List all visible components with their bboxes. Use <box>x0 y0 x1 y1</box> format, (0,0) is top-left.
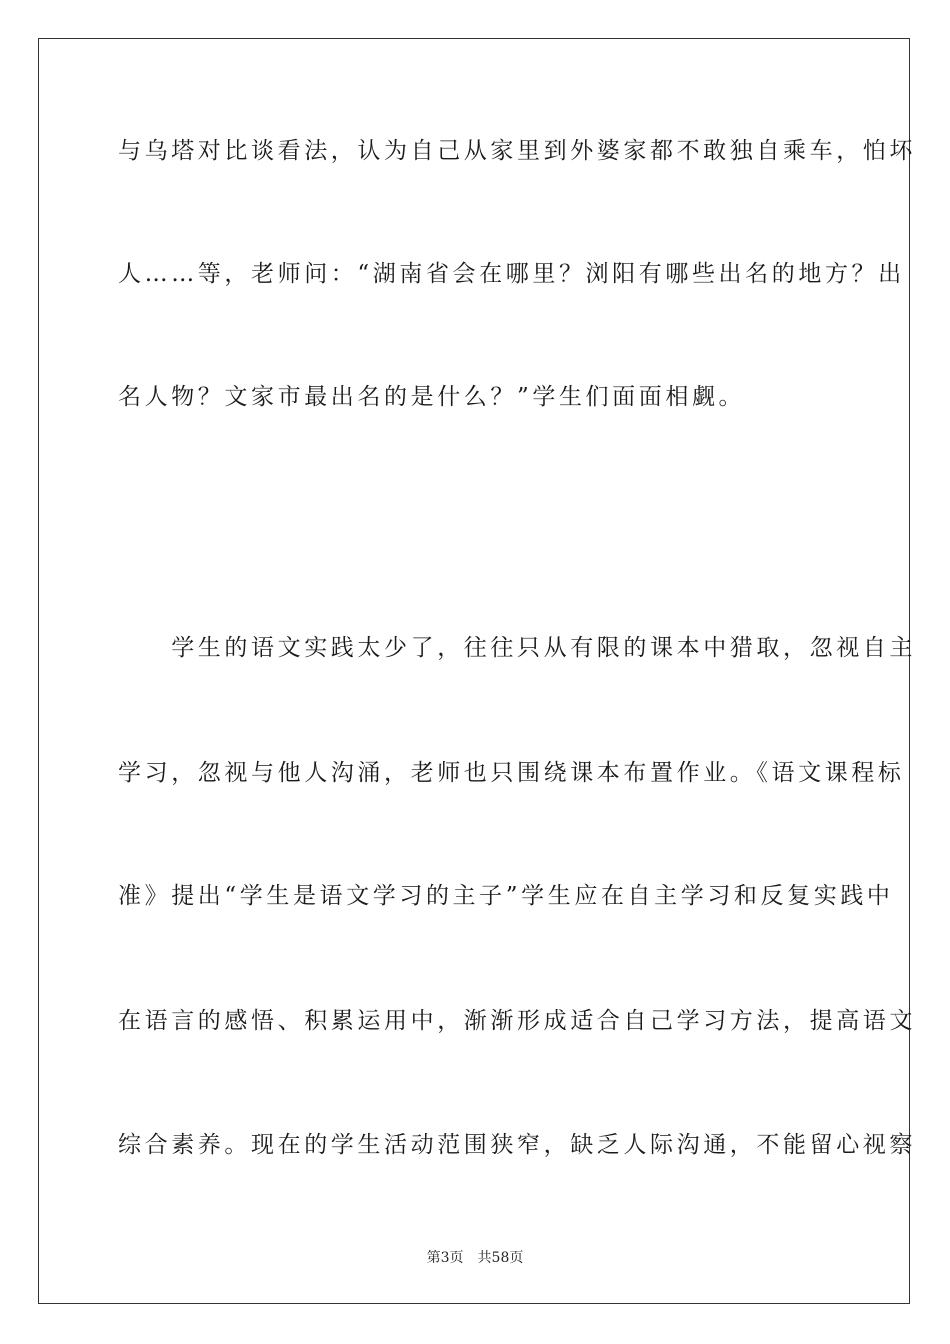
paragraph-line: 与乌塔对比谈看法，认为自己从家里到外婆家都不敢独自乘车，怕坏 <box>118 138 916 164</box>
paragraph-line: 学习，忽视与他人沟涌，老师也只围绕课本布置作业。《语文课程标 <box>118 760 905 786</box>
paragraph-line: 学生的语文实践太少了，往往只从有限的课本中猎取，忽视自主 <box>118 635 916 661</box>
paragraph-line: 在语言的感悟、积累运用中，渐渐形成适合自己学习方法，提高语文 <box>118 1008 916 1034</box>
page-footer <box>0 1249 950 1267</box>
page-border <box>38 38 916 1304</box>
paragraph-line: 准》提出“学生是语文学习的主子”学生应在自主学习和反复实践中 <box>118 883 894 909</box>
page-number: 第3页 <box>426 1250 464 1266</box>
paragraph-line: 人……等，老师问：“湖南省会在哪里？浏阳有哪些出名的地方？出 <box>118 261 905 287</box>
page-total: 共58页 <box>477 1250 524 1266</box>
paragraph-line: 名人物？文家市最出名的是什么？”学生们面面相觑。 <box>118 384 746 410</box>
paragraph-line: 综合素养。现在的学生活动范围狭窄，缺乏人际沟通，不能留心视察 <box>118 1132 916 1158</box>
